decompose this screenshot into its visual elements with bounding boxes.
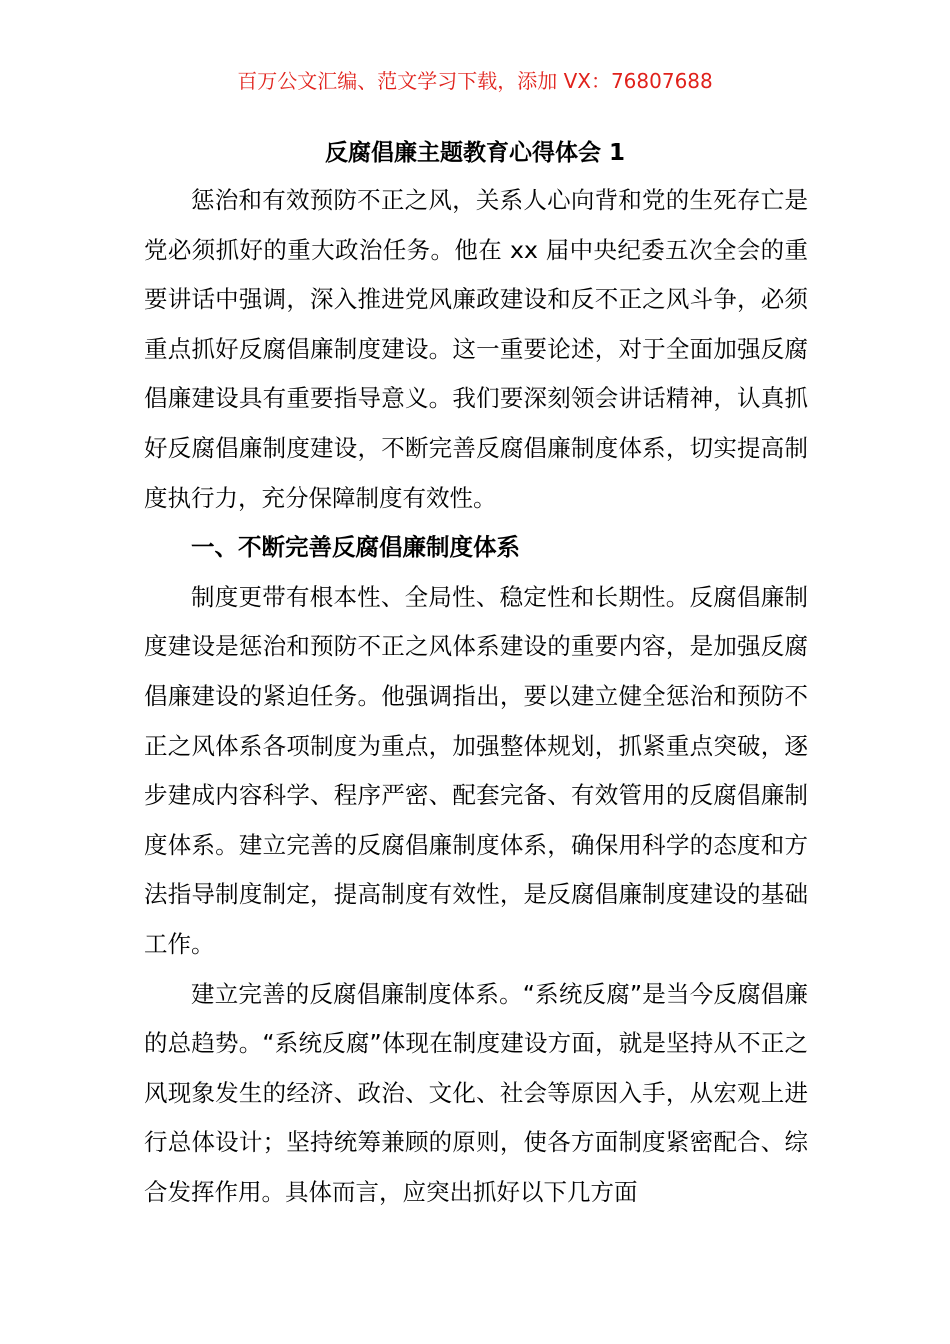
paragraph-system-reform: 建立完善的反腐倡廉制度体系。“系统反腐”是当今反腐倡廉的总趋势。“系统反腐”体现在制度建设方面，就是坚持从不正之风现象发生的经济、政治、文化、社会等原因入手，从宏观上进行总体设计；坚持统筹兼顾的原则，使各方面制度紧密配合、综合发挥作用。具体而言，应突出抓好以下几方面 — [144, 979, 808, 1206]
document-title: 反腐倡廉主题教育心得体会 1 — [324, 140, 625, 166]
header-watermark-note: 百万公文汇编、范文学习下载，添加 VX：76807688 — [237, 69, 713, 93]
section-heading-1: 一、不断完善反腐倡廉制度体系 — [191, 533, 520, 562]
paragraph-system: 制度更带有根本性、全局性、稳定性和长期性。反腐倡廉制度建设是惩治和预防不正之风体系建设的重要内容，是加强反腐倡廉建设的紧迫任务。他强调指出，要以建立健全惩治和预防不正之风体系各项制度为重点，加强整体规划，抓紧重点突破，逐步建成内容科学、程序严密、配套完备、有效管用的反腐倡廉制度体系。建立完善的反腐倡廉制度体系，确保用科学的态度和方法指导制度制定，提高制度有效性，是反腐倡廉制度建设的基础工作。 — [144, 582, 808, 958]
document-body — [144, 176, 808, 1217]
paragraph-intro: 惩治和有效预防不正之风，关系人心向背和党的生死存亡是党必须抓好的重大政治任务。他在 xx 届中央纪委五次全会的重要讲话中强调，深入推进党风廉政建设和反不正之风斗争，必须重点抓好反腐倡廉制度建设。这一重要论述，对于全面加强反腐倡廉建设具有重要指导意义。我们要深刻领会讲话精神，认真抓好反腐倡廉制度建设，不断完善反腐倡廉制度体系，切实提高制度执行力，充分保障制度有效性。 — [144, 186, 808, 512]
